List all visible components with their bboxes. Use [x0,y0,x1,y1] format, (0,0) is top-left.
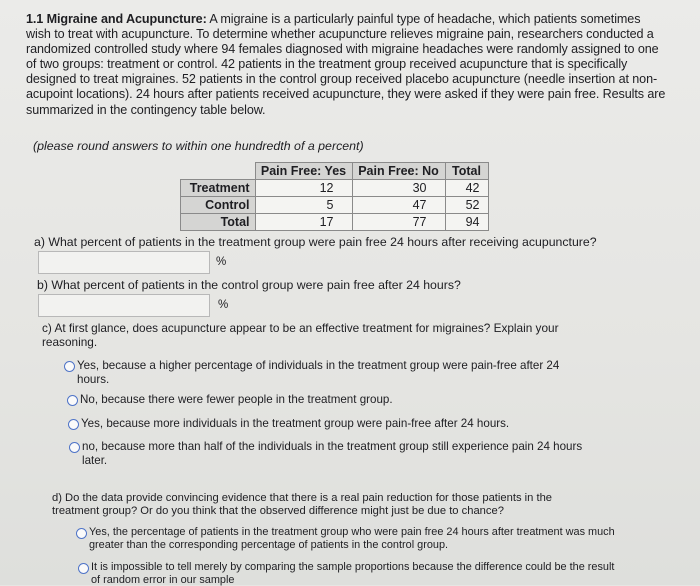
rounding-note: (please round answers to within one hundredth of a percent) [33,139,364,153]
table-row [181,180,489,197]
table-row [181,197,489,214]
option-c4[interactable] [69,440,609,467]
question-c: c) At first glance, does acupuncture appear to be an effective treatment for migraines? Explain your reasoning. [42,321,559,349]
table-cell: 42 [445,180,488,197]
table-cell: 12 [255,180,352,197]
answer-a-unit: % [216,256,227,268]
table-cell: 47 [352,197,445,214]
table-header-cell: Total [445,163,488,180]
table-row-header: Total [181,214,256,231]
option-d2-label: It is impossible to tell merely by comparing the sample proportions because the difference could be the result of random error in our sample [91,561,615,586]
option-c1[interactable] [64,359,594,386]
question-b: b) What percent of patients in the control group were pain free after 24 hours? [37,278,461,292]
option-c4-label: no, because more than half of the individuals in the treatment group still experience pain 24 hours later. [82,440,583,467]
option-c1-label: Yes, because a higher percentage of individuals in the treatment group were pain-free after 24 hours. [77,359,560,386]
problem-text: A migraine is a particularly painful type of headache, which patients sometimes wish to treat with acupuncture. To determine whether acupuncture relieves migraine pain, researchers conducted a randomized controlled study where 94 females diagnosed with migraine headaches were randomly assigned to one of two groups: treatment or control. 42 patients in the treatment group received acupuncture that is specifically designed to treat migraines. 52 patients in the control group received placebo acupuncture (needle insertion at non-acupoint locations). 24 hours after patients received acupuncture, they were asked if they were pain free. Results are summarized in the contingency table below. [26,12,666,117]
table-cell: 17 [255,214,352,231]
table-cell: 30 [352,180,445,197]
radio-button-icon[interactable] [64,361,75,372]
table-row [181,214,489,231]
table-row-header: Control [181,197,256,214]
table-corner-cell [181,163,256,180]
table-row-header: Treatment [181,180,256,197]
problem-label: 1.1 Migraine and Acupuncture: [26,12,207,26]
option-d2[interactable] [78,561,623,586]
radio-button-icon[interactable] [69,442,80,453]
option-d1[interactable] [76,526,621,551]
question-a: a) What percent of patients in the treatment group were pain free 24 hours after receiving acupuncture? [34,235,597,249]
option-c3-label: Yes, because more individuals in the treatment group were pain-free after 24 hours. [81,417,510,430]
question-d: d) Do the data provide convincing evidence that there is a real pain reduction for those patients in the treatment group? Or do you think that the observed difference might just be due to chance? [52,492,553,517]
table-header-row [181,163,489,180]
option-d1-label: Yes, the percentage of patients in the treatment group who were pain free 24 hours after treatment was much greater than the corresponding percentage of patients in the control group. [89,526,615,551]
radio-button-icon[interactable] [67,395,78,406]
problem-statement [26,12,666,118]
option-c2[interactable] [67,393,587,407]
option-c3[interactable] [68,417,588,431]
table-cell: 5 [255,197,352,214]
radio-button-icon[interactable] [78,563,89,574]
table-cell: 52 [445,197,488,214]
table-cell: 77 [352,214,445,231]
radio-button-icon[interactable] [68,419,79,430]
answer-b-unit: % [218,299,229,311]
answer-b-input[interactable] [38,294,210,317]
table-header-cell: Pain Free: Yes [255,163,352,180]
contingency-table [180,162,489,231]
table-header-cell: Pain Free: No [352,163,445,180]
radio-button-icon[interactable] [76,528,87,539]
answer-a-input[interactable] [38,251,210,274]
option-c2-label: No, because there were fewer people in the treatment group. [80,393,393,406]
table-cell: 94 [445,214,488,231]
